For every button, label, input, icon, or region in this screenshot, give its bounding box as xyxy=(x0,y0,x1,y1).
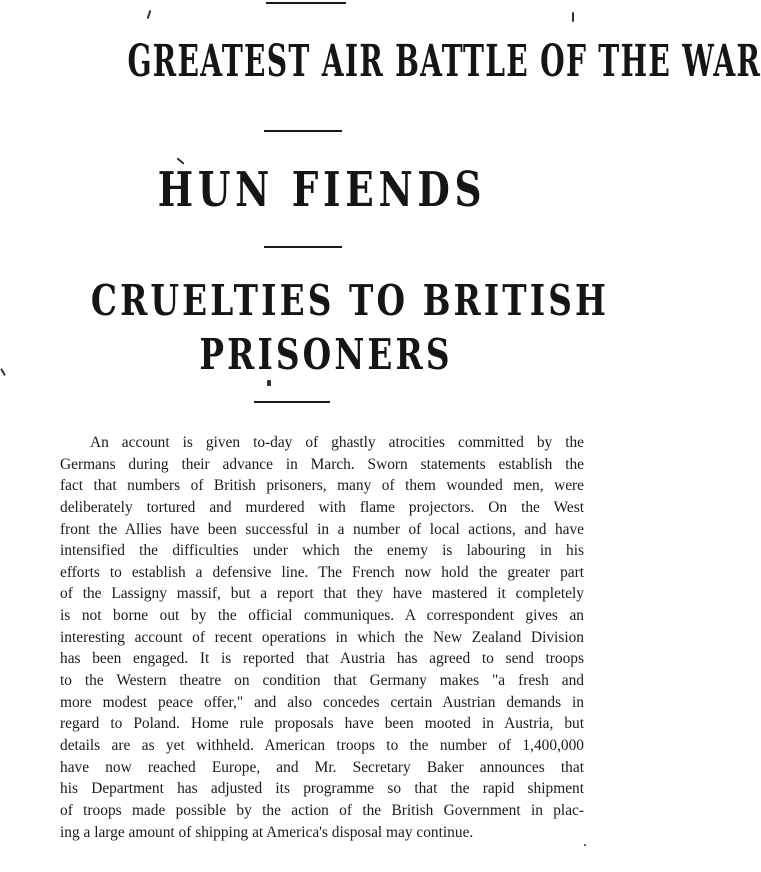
article-line: is not borne out by the official communiques. A correspondent gives an xyxy=(60,607,584,625)
scan-speck xyxy=(267,380,271,386)
article-line: ing a large amount of shipping at America's disposal may continue. xyxy=(60,823,474,841)
divider-rule-1 xyxy=(264,130,342,132)
top-rule xyxy=(266,2,346,4)
scan-speck xyxy=(584,844,586,846)
article-line: deliberately tortured and murdered with flame projectors. On the West xyxy=(60,498,584,516)
article-line: details are as yet withheld. American troops to the number of 1,400,000 xyxy=(60,736,584,754)
article-line: of the Lassigny massif, but a report that they have mastered it completely xyxy=(60,585,584,603)
article-line: Germans during their advance in March. Sworn statements establish the xyxy=(60,455,584,473)
scan-speck xyxy=(0,368,6,376)
article-line: efforts to establish a defensive line. The French now hold the greater part xyxy=(60,563,584,581)
headline-third-line-1: CRUELTIES TO BRITISH xyxy=(90,276,610,325)
article-line: have now reached Europe, and Mr. Secretary Baker announces that xyxy=(60,758,584,776)
article-line: An account is given to-day of ghastly atrocities committed by the xyxy=(90,434,584,451)
article-line: regard to Poland. Home rule proposals have been mooted in Austria, but xyxy=(60,715,584,733)
divider-rule-3 xyxy=(254,401,330,403)
article-line: has been engaged. It is reported that Austria has agreed to send troops xyxy=(60,650,584,668)
article-line: more modest peace offer," and also concedes certain Austrian demands in xyxy=(60,693,584,711)
headline-sub: HUN FIENDS xyxy=(157,162,487,218)
headline-third-line-2: PRISONERS xyxy=(199,330,453,379)
article-body xyxy=(60,432,584,843)
article-line: front the Allies have been successful in a number of local actions, and have xyxy=(60,520,584,538)
article-line: intensified the difficulties under which the enemy is labouring in his xyxy=(60,542,584,560)
headline-main: GREATEST AIR BATTLE OF THE WAR xyxy=(127,36,761,87)
article-line: to the Western theatre on condition that Germany makes "a fresh and xyxy=(60,672,584,690)
divider-rule-2 xyxy=(264,246,342,248)
article-line: of troops made possible by the action of the British Government in plac- xyxy=(60,801,584,819)
article-line: interesting account of recent operations in which the New Zealand Division xyxy=(60,628,584,646)
scan-speck xyxy=(572,12,574,22)
article-line: fact that numbers of British prisoners, many of them wounded men, were xyxy=(60,477,584,495)
scan-speck xyxy=(147,10,152,19)
article-line: his Department has adjusted its programme so that the rapid shipment xyxy=(60,780,584,798)
